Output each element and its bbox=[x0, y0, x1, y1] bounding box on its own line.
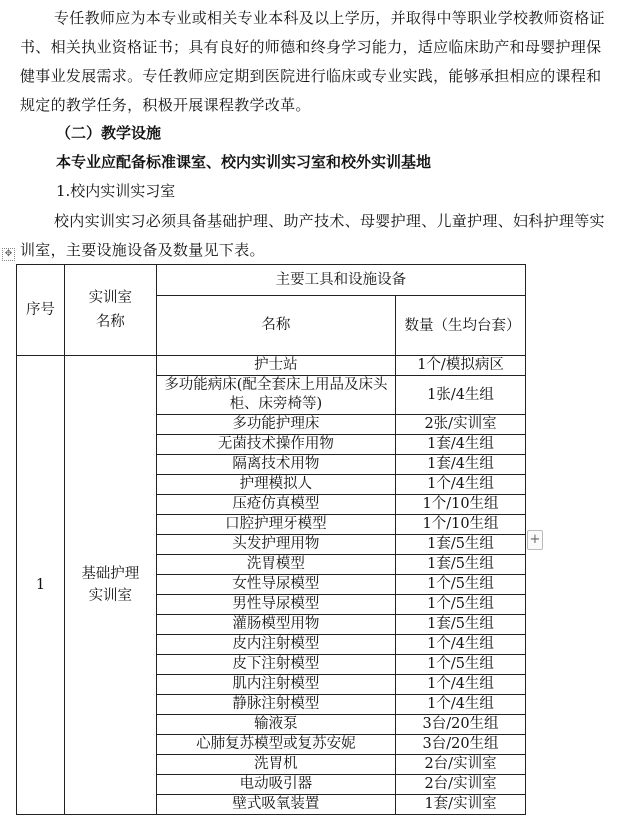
equipment-qty: 1套/4生组 bbox=[396, 435, 526, 455]
equipment-qty: 1套/5生组 bbox=[396, 615, 526, 635]
equipment-qty: 1套/4生组 bbox=[396, 455, 526, 475]
equipment-qty: 1个/4生组 bbox=[396, 695, 526, 715]
equipment-qty: 1套/5生组 bbox=[396, 535, 526, 555]
equipment-name: 女性导尿模型 bbox=[156, 575, 395, 595]
header-qty bbox=[396, 296, 526, 356]
equipment-qty: 2台/实训室 bbox=[396, 775, 526, 795]
equipment-qty: 1套/5生组 bbox=[396, 555, 526, 575]
header-main-group: 主要工具和设施设备 bbox=[156, 265, 525, 296]
bold-line: 本专业应配备标准课室、校内实训实习室和校外实训基地 bbox=[56, 153, 432, 171]
equipment-qty: 2张/实训室 bbox=[396, 415, 526, 435]
section-heading: （二）教学设施 bbox=[56, 124, 162, 142]
equipment-name: 灌肠模型用物 bbox=[156, 615, 395, 635]
equipment-name: 电动吸引器 bbox=[156, 775, 395, 795]
equipment-qty: 1个/5生组 bbox=[396, 575, 526, 595]
equipment-qty: 1套/实训室 bbox=[396, 795, 526, 815]
equipment-name: 压疮仿真模型 bbox=[156, 495, 395, 515]
equipment-qty: 1个/4生组 bbox=[396, 635, 526, 655]
sub-heading: 1.校内实训实习室 bbox=[56, 182, 176, 200]
equipment-name: 口腔护理牙模型 bbox=[156, 515, 395, 535]
room-name-text: 基础护理实训室 bbox=[81, 566, 140, 604]
facilities-table bbox=[16, 264, 526, 815]
equipment-name: 洗胃机 bbox=[156, 755, 395, 775]
equipment-name: 皮下注射模型 bbox=[156, 655, 395, 675]
paragraph-facilities bbox=[20, 207, 610, 265]
room-name bbox=[64, 356, 156, 815]
room-seq: 1 bbox=[17, 356, 65, 815]
equipment-qty: 1个/10生组 bbox=[396, 495, 526, 515]
equipment-qty: 1个/4生组 bbox=[396, 675, 526, 695]
equipment-name: 头发护理用物 bbox=[156, 535, 395, 555]
equipment-qty: 3台/20生组 bbox=[396, 715, 526, 735]
equipment-name: 皮内注射模型 bbox=[156, 635, 395, 655]
equipment-qty: 2台/实训室 bbox=[396, 755, 526, 775]
equipment-qty: 1个/5生组 bbox=[396, 595, 526, 615]
table-move-handle-icon[interactable]: ✥ bbox=[2, 248, 15, 261]
equipment-qty: 1个/4生组 bbox=[396, 475, 526, 495]
header-name: 名称 bbox=[156, 296, 395, 356]
equipment-qty: 3台/20生组 bbox=[396, 735, 526, 755]
equipment-name: 壁式吸氧装置 bbox=[156, 795, 395, 815]
header-qty-text: 数量（生均台套） bbox=[404, 317, 521, 334]
paragraph-teachers-text: 专任教师应为本专业或相关专业本科及以上学历，并取得中等职业学校教师资格证书、相关执业资格证书；具有良好的师德和终身学习能力，适应临床助产和母婴护理保健事业发展需求。专任教师应定期到医院进行临床或专业实践，能够承担相应的课程和规定的教学任务，积极开展课程教学改革。 bbox=[20, 9, 605, 114]
header-room-text: 实训室名称 bbox=[88, 290, 133, 330]
header-seq: 序号 bbox=[17, 265, 65, 356]
table-row bbox=[17, 356, 526, 376]
equipment-qty: 1张/4生组 bbox=[396, 376, 526, 415]
equipment-name: 无菌技术操作用物 bbox=[156, 435, 395, 455]
header-room bbox=[64, 265, 156, 356]
equipment-name: 多功能护理床 bbox=[156, 415, 395, 435]
equipment-name: 静脉注射模型 bbox=[156, 695, 395, 715]
equipment-qty: 1个/模拟病区 bbox=[396, 356, 526, 376]
equipment-name: 输液泵 bbox=[156, 715, 395, 735]
equipment-name: 心肺复苏模型或复苏安妮 bbox=[156, 735, 395, 755]
add-row-icon[interactable]: + bbox=[527, 530, 543, 550]
equipment-name: 多功能病床(配全套床上用品及床头柜、床旁椅等) bbox=[156, 376, 395, 415]
equipment-name: 护理模拟人 bbox=[156, 475, 395, 495]
equipment-name: 隔离技术用物 bbox=[156, 455, 395, 475]
equipment-name: 护士站 bbox=[156, 356, 395, 376]
paragraph-facilities-text: 校内实训实习必须具备基础护理、助产技术、母婴护理、儿童护理、妇科护理等实训室，主要设施设备及数量见下表。 bbox=[20, 212, 605, 259]
equipment-name: 男性导尿模型 bbox=[156, 595, 395, 615]
equipment-qty: 1个/10生组 bbox=[396, 515, 526, 535]
equipment-name: 肌内注射模型 bbox=[156, 675, 395, 695]
equipment-qty: 1个/5生组 bbox=[396, 655, 526, 675]
equipment-name: 洗胃模型 bbox=[156, 555, 395, 575]
paragraph-teachers bbox=[20, 4, 610, 120]
